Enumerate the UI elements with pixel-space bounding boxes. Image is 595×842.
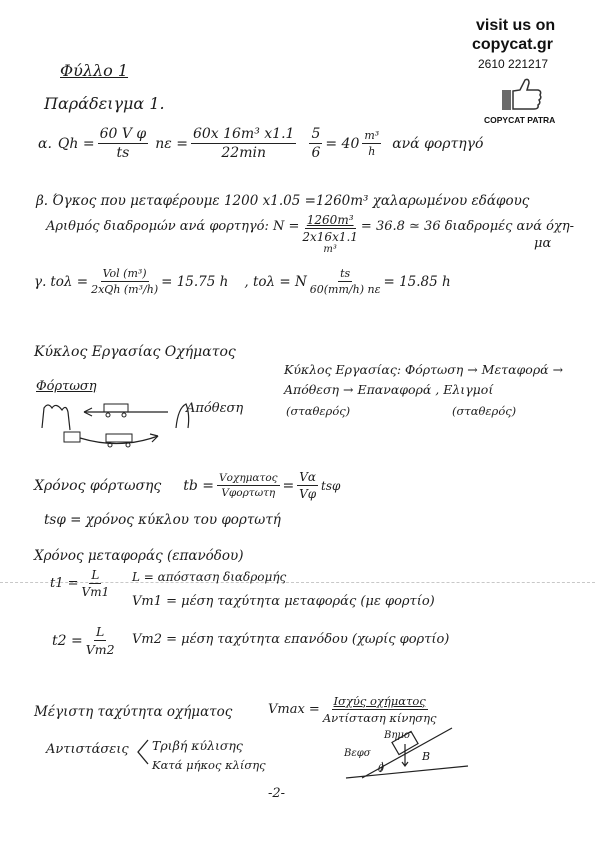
loading-f2-den: Vφ [299,487,317,501]
n-numerator: 60x 16m³ x1.1 [192,126,295,142]
stamp-phone: 2610 221217 [478,57,549,71]
loading-fraction-2 [297,470,318,501]
q-result: = 40 [325,135,360,152]
trips-denominator-unit: m³ [323,244,337,255]
stamp-line2: copycat.gr [472,36,553,53]
sheet-title: Φύλλο 1 [60,61,129,80]
vm2-definition: Vm2 = μέση ταχύτητα επανόδου (χωρίς φορτίο) [132,632,450,647]
part-a-tail: ανά φορτηγό [392,135,484,152]
part-b-label: β. [36,193,49,209]
cycle-fixed-2: (σταθερός) [452,404,517,418]
example-title: Παράδειγμα 1. [44,94,165,113]
q-unit-den: h [368,145,376,158]
n-lhs: nε = [155,135,188,152]
cycle-heading: Κύκλος Εργασίας Οχήματος [34,344,236,360]
loading-eq: = [282,477,295,494]
vmax-denominator: Αντίσταση κίνησης [322,711,437,725]
t2-fraction [310,267,381,296]
vmax-lhs: Vmax = [268,702,320,717]
part-c-label: γ. [34,273,47,290]
part-a [38,126,483,161]
max-speed-formula [268,694,439,725]
cycle-def-line2: Απόθεση → Επαναφορά , Ελιγμοί [284,382,494,397]
transport-heading: Χρόνος μεταφοράς (επανόδου) [34,548,244,564]
t2-formula [52,624,118,657]
stamp-brand: COPYCAT PATRA [484,115,556,125]
resistances-label: Αντιστάσεις [46,742,129,757]
t1-numerator: L [91,568,100,582]
trips-denominator: 2x16x1.1 [302,230,358,244]
q-lhs: Qh = [57,135,95,152]
resistance-rolling: Τριβή κύλισης [152,738,243,753]
n-fraction [191,126,296,161]
force-label-b: B [422,750,431,763]
q-unit-num: m³ [364,129,380,142]
loading-def: tsφ = χρόνος κύκλου του φορτωτή [44,512,281,528]
t-numerator: Vol (m³) [102,267,147,280]
max-speed-label: Μέγιστη ταχύτητα οχήματος [34,704,233,720]
t1-definition: L = απόσταση διαδρομής [132,570,287,584]
t2-transport-numerator: L [95,624,105,639]
loading-f1-num: Vοχηματος [219,472,278,484]
resistance-grade: Κατά μήκος κλίσης [152,758,266,772]
loading-time-lhs: tb = [183,477,215,494]
trips-fraction [302,213,358,255]
loading-fraction-1 [217,472,279,499]
cycle-fixed-1: (σταθερός) [286,404,351,418]
trips-result: = 36.8 ≃ 36 διαδρομές ανά όχη- [360,219,575,234]
vmax-fraction [323,694,437,725]
q-fraction [98,126,149,161]
t2-transport-denominator: Vm2 [85,642,115,657]
t1-denominator: Vm1 [81,585,110,599]
loading-tail: tsφ [321,478,341,493]
q-numerator: 60 V φ [99,126,147,142]
t-lhs: tολ = [50,273,89,290]
trips-numerator: 1260m³ [306,213,354,227]
loading-f2-num: Vα [299,470,317,484]
part-b-text1: Όγκος που μεταφέρουμε 1200 x1.05 =1260m³ χαλαρωμένου εδάφους [52,193,530,209]
vm1-definition: Vm1 = μέση ταχύτητα μεταφοράς (με φορτίο) [132,594,435,609]
t2-numerator: ts [340,267,351,280]
ratio-fraction [309,126,322,161]
brace-icon [136,738,150,766]
part-c [34,267,451,296]
t2-denominator: 60(mm/h) nε [309,283,381,296]
t-denominator: 2xQh (m³/h) [91,283,159,296]
t1-fraction [82,568,110,599]
force-label-2: Βεφσ [344,748,371,759]
ratio-denominator: 6 [311,145,321,161]
t2-value: = 15.85 h [383,273,451,290]
loading-time-label: Χρόνος φόρτωσης [34,477,162,494]
force-label-1: Bημσ [384,730,411,741]
loading-f1-den: Vφορτωτη [221,487,276,499]
thumbs-up-icon [500,76,544,112]
work-cycle-sketch [40,398,190,458]
q-denominator: ts [116,145,130,161]
t2-fraction-transport [86,624,115,657]
n-denominator: 22min [221,145,266,161]
q-unit [362,129,381,158]
part-b-line1 [36,193,529,209]
ratio-numerator: 5 [311,126,321,142]
part-b-wrap: μα [534,236,552,251]
cycle-unload-label: Απόθεση [186,401,244,416]
loading-time [34,470,340,501]
part-b-line2 [46,213,574,255]
t2-lhs: , tολ = N [244,273,307,290]
t2-lhs-transport: t2 = [52,632,83,649]
page-number: -2- [268,786,286,801]
stamp-line1: visit us on [476,17,556,34]
angle-label: θ [378,764,385,775]
t-value: = 15.75 h [161,273,229,290]
part-b-trips-label: Αριθμός διαδρομών ανά φορτηγό: N = [46,219,300,234]
cycle-load-label: Φόρτωση [36,379,97,394]
cycle-def-line1: Κύκλος Εργασίας: Φόρτωση → Μεταφορά → [284,362,564,377]
vmax-numerator: Ισχύς οχήματος [333,694,426,708]
t1-formula [50,568,112,599]
t-fraction [91,267,158,296]
part-a-label: α. [38,135,52,152]
t1-lhs: t1 = [50,576,79,591]
